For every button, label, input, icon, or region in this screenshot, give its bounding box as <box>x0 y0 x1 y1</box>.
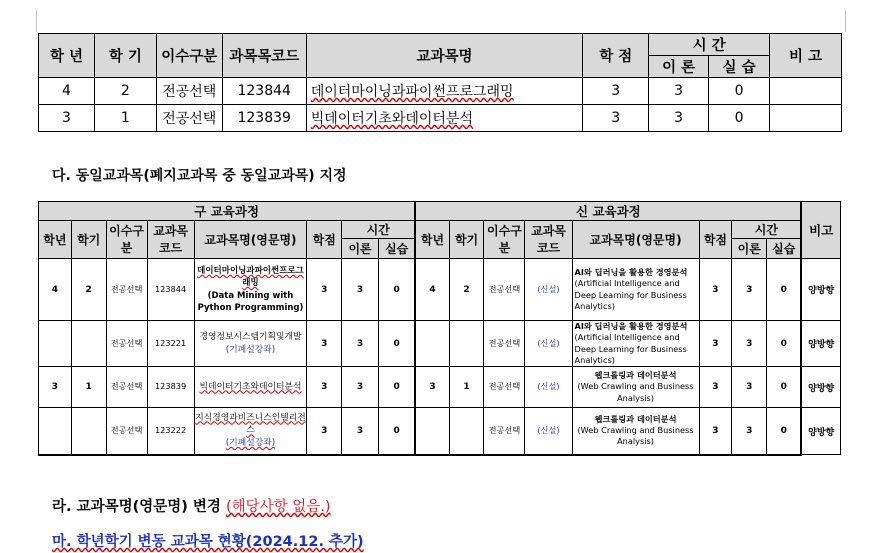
new-cell-theory: 3 <box>732 408 767 455</box>
old-cell-practice: 0 <box>378 408 415 455</box>
section-heading-equivalent-courses: 다. 동일교과목(폐지교과목 중 동일교과목) 지정 <box>52 168 347 184</box>
old-cell-type: 전공선택 <box>106 367 147 408</box>
new-header-credit: 학점 <box>699 221 732 259</box>
header-year: 학 년 <box>39 34 95 78</box>
old-cell-theory: 3 <box>342 321 379 367</box>
cell-code: 123839 <box>222 105 306 132</box>
new-header-practice: 실습 <box>767 239 802 259</box>
old-course-name: 지식경영과비즈니스인텔리전스 <box>195 412 306 436</box>
cell-note: 양방향 <box>801 367 840 408</box>
new-cell-name <box>572 259 699 321</box>
cell-practice: 0 <box>709 105 770 132</box>
cell-semester: 1 <box>94 105 156 132</box>
closed-course-label: (기폐설강좌) <box>225 344 276 355</box>
new-course-name-en: (Web Crawling and Business Analysis) <box>577 381 694 403</box>
new-header-hours: 시간 <box>732 221 802 239</box>
new-cell-practice: 0 <box>767 321 802 367</box>
table-row <box>39 367 841 408</box>
header-credit: 학 점 <box>583 34 649 78</box>
cell-practice: 0 <box>709 78 770 105</box>
new-cell-code: (신설) <box>525 367 572 408</box>
old-cell-credit: 3 <box>307 408 342 455</box>
old-cell-name <box>194 321 307 367</box>
header-hours: 시 간 <box>649 34 770 56</box>
new-cell-credit: 3 <box>699 259 732 321</box>
cell-theory: 3 <box>649 78 709 105</box>
course-name: 빅데이터기초와데이터분석 <box>310 111 473 127</box>
cell-note <box>770 78 842 105</box>
old-course-name-en: (Data Mining with Python Programming) <box>197 290 304 313</box>
new-cell-name <box>572 321 699 367</box>
old-cell-semester <box>71 321 106 367</box>
page-corner-mark <box>845 10 846 32</box>
new-cell-credit: 3 <box>699 408 732 455</box>
old-header-semester: 학기 <box>71 221 106 259</box>
cell-semester: 2 <box>94 78 156 105</box>
section-label: 라. 교과목명(영문명) 변경 <box>52 499 221 515</box>
new-header-year: 학년 <box>415 221 449 259</box>
new-course-name-en: (Web Crawling and Business Analysis) <box>577 425 694 447</box>
new-course-name-en: (Artificial Intelligence and Deep Learning for Business Analytics) <box>574 332 687 365</box>
header-type: 이수구분 <box>156 34 222 78</box>
old-cell-practice: 0 <box>378 259 415 321</box>
new-cell-type: 전공선택 <box>484 321 525 367</box>
table-row <box>39 105 842 132</box>
old-cell-credit: 3 <box>307 259 342 321</box>
new-header-type: 이수구분 <box>484 221 525 259</box>
new-cell-type: 전공선택 <box>484 367 525 408</box>
header-name: 교과목명 <box>306 34 583 78</box>
cell-credit: 3 <box>583 78 649 105</box>
old-cell-type: 전공선택 <box>106 259 147 321</box>
old-cell-credit: 3 <box>307 321 342 367</box>
old-cell-name <box>194 259 307 321</box>
old-cell-credit: 3 <box>307 367 342 408</box>
new-cell-code: (신설) <box>525 259 572 321</box>
new-cell-year: 4 <box>415 259 449 321</box>
header-semester: 학 기 <box>94 34 156 78</box>
old-cell-year: 4 <box>39 259 72 321</box>
header-theory: 이 론 <box>649 56 709 78</box>
new-cell-code: (신설) <box>525 408 572 455</box>
new-cell-credit: 3 <box>699 321 732 367</box>
cell-type: 전공선택 <box>156 105 222 132</box>
new-cell-year <box>415 408 449 455</box>
old-header-theory: 이론 <box>342 239 379 259</box>
equivalent-course-table <box>38 201 841 456</box>
new-cell-theory: 3 <box>732 259 767 321</box>
section-heading-semester-change: 마. 학년학기 변동 교과목 현황(2024.12. 추가) <box>52 534 364 550</box>
table-row <box>39 408 841 455</box>
old-header-year: 학년 <box>39 221 72 259</box>
new-cell-semester: 1 <box>449 367 484 408</box>
old-cell-year <box>39 321 72 367</box>
old-cell-year <box>39 408 72 455</box>
new-cell-name <box>572 367 699 408</box>
new-header-name: 교과목명(영문명) <box>572 221 699 259</box>
new-cell-practice: 0 <box>767 408 802 455</box>
old-cell-practice: 0 <box>378 321 415 367</box>
new-cell-semester <box>449 408 484 455</box>
table-row <box>39 78 842 105</box>
new-cell-code: (신설) <box>525 321 572 367</box>
new-header-code: 교과목코드 <box>525 221 572 259</box>
old-cell-semester: 2 <box>71 259 106 321</box>
old-course-name: 데이터마이닝과파이썬프로그래밍 <box>197 265 304 289</box>
old-cell-theory: 3 <box>342 367 379 408</box>
old-cell-practice: 0 <box>378 367 415 408</box>
new-course-name: AI와 딥러닝을 활용한 경영분석 <box>574 321 688 332</box>
new-cell-credit: 3 <box>699 367 732 408</box>
old-cell-type: 전공선택 <box>106 321 147 367</box>
cell-year: 4 <box>39 78 95 105</box>
cell-name <box>306 105 583 132</box>
section-status: (해당사항 없음.) <box>226 499 331 515</box>
new-cell-type: 전공선택 <box>484 408 525 455</box>
new-cell-practice: 0 <box>767 259 802 321</box>
new-cell-theory: 3 <box>732 367 767 408</box>
new-curriculum-title: 신 교육과정 <box>415 202 801 221</box>
course-name: 데이터마이닝과파이썬프로그래밍 <box>310 84 514 100</box>
old-course-name: 경영정보시스템기획및개발 <box>199 331 302 342</box>
cell-note: 양방향 <box>801 321 840 367</box>
old-header-code: 교과목코드 <box>147 221 194 259</box>
new-cell-semester: 2 <box>449 259 484 321</box>
cell-credit: 3 <box>583 105 649 132</box>
old-cell-code: 123221 <box>147 321 194 367</box>
old-cell-year: 3 <box>39 367 72 408</box>
cell-code: 123844 <box>222 78 306 105</box>
old-header-type: 이수구분 <box>106 221 147 259</box>
header-note: 비고 <box>801 202 840 259</box>
old-curriculum-title: 구 교육과정 <box>39 202 416 221</box>
new-cell-year: 3 <box>415 367 449 408</box>
old-course-name: 빅데이터기초와데이터분석 <box>199 381 302 392</box>
new-course-name-en: (Artificial Intelligence and Deep Learning for Business Analytics) <box>574 278 687 311</box>
cell-note: 양방향 <box>801 408 840 455</box>
header-practice: 실 습 <box>709 56 770 78</box>
new-header-theory: 이론 <box>732 239 767 259</box>
header-code: 과목목코드 <box>222 34 306 78</box>
new-cell-year <box>415 321 449 367</box>
old-header-hours: 시간 <box>342 221 416 239</box>
new-cell-practice: 0 <box>767 367 802 408</box>
old-cell-name <box>194 367 307 408</box>
new-cell-semester <box>449 321 484 367</box>
new-course-name: 웹크롤링과 데이터분석 <box>594 370 677 381</box>
old-cell-theory: 3 <box>342 259 379 321</box>
closed-course-label: (기폐설강좌) <box>225 438 276 449</box>
table-row <box>39 321 841 367</box>
old-cell-type: 전공선택 <box>106 408 147 455</box>
course-table <box>38 33 842 132</box>
new-course-name: AI와 딥러닝을 활용한 경영분석 <box>574 267 688 278</box>
cell-type: 전공선택 <box>156 78 222 105</box>
header-note: 비 고 <box>770 34 842 78</box>
old-cell-semester: 1 <box>71 367 106 408</box>
old-header-credit: 학점 <box>307 221 342 259</box>
old-cell-code: 123222 <box>147 408 194 455</box>
section-heading-name-change <box>52 495 331 516</box>
cell-theory: 3 <box>649 105 709 132</box>
cell-note: 양방향 <box>801 259 840 321</box>
table-row <box>39 259 841 321</box>
new-cell-type: 전공선택 <box>484 259 525 321</box>
old-cell-name <box>194 408 307 455</box>
new-course-name: 웹크롤링과 데이터분석 <box>594 414 677 425</box>
new-cell-theory: 3 <box>732 321 767 367</box>
cell-name <box>306 78 583 105</box>
new-cell-name <box>572 408 699 455</box>
page-corner-mark <box>36 10 37 32</box>
cell-year: 3 <box>39 105 95 132</box>
old-header-practice: 실습 <box>378 239 415 259</box>
old-cell-theory: 3 <box>342 408 379 455</box>
cell-note <box>770 105 842 132</box>
old-cell-code: 123839 <box>147 367 194 408</box>
new-header-semester: 학기 <box>449 221 484 259</box>
old-cell-code: 123844 <box>147 259 194 321</box>
old-header-name: 교과목명(영문명) <box>194 221 307 259</box>
old-cell-semester <box>71 408 106 455</box>
